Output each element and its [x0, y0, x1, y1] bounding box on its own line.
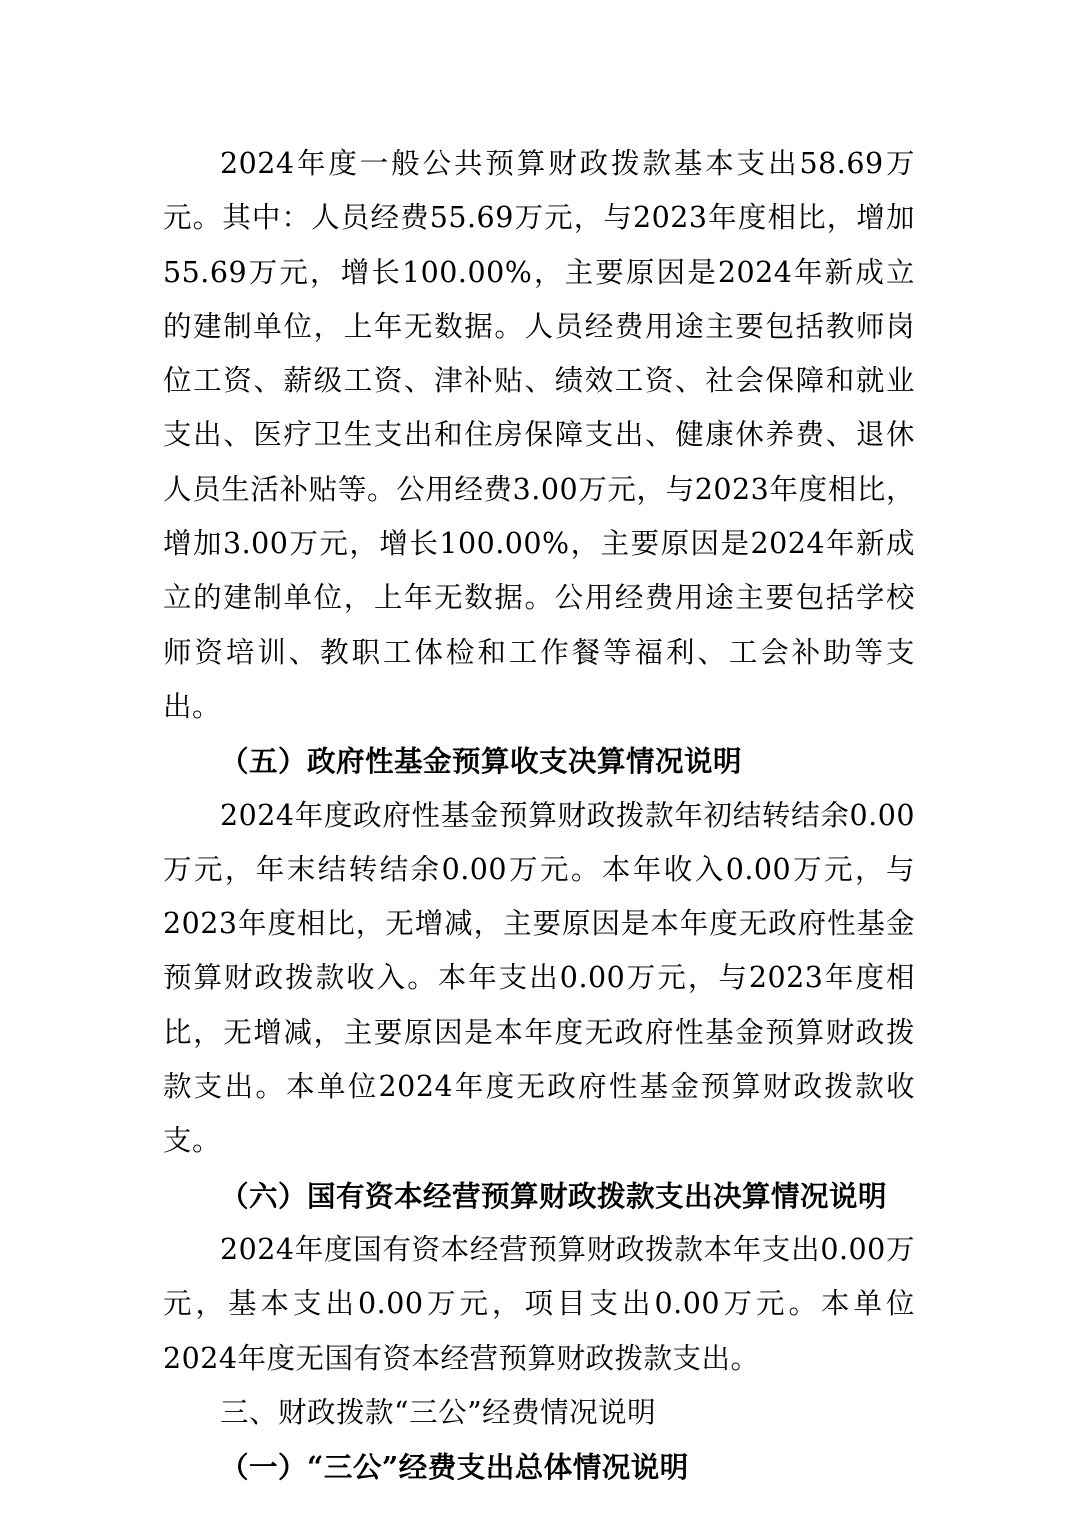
paragraph-state-capital: 2024年度国有资本经营预算财政拨款本年支出0.00万元，基本支出0.00万元，项目支出0.00万元。本单位2024年度无国有资本经营预算财政拨款支出。: [163, 1232, 915, 1375]
paragraph-government-fund: 2024年度政府性基金预算财政拨款年初结转结余0.00万元，年末结转结余0.00万元。本年收入0.00万元，与2023年度相比，无增减，主要原因是本年度无政府性基金预算财政拨款收入。本年支出0.00万元，与2023年度相比，无增减，主要原因是本年度无政府性基金预算财政拨款支出。本单位2024年度无政府性基金预算财政拨款收支。: [163, 798, 915, 1158]
section-heading-three-public: 三、财政拨款“三公”经费情况说明: [220, 1395, 657, 1429]
document-body: [163, 137, 915, 1494]
heading-three-public-overall: （一）“三公”经费支出总体情况说明: [220, 1450, 689, 1485]
heading-government-fund: （五）政府性基金预算收支决算情况说明: [220, 744, 743, 779]
paragraph-basic-expenditure: 2024年度一般公共预算财政拨款基本支出58.69万元。其中：人员经费55.69万元，与2023年度相比，增加55.69万元，增长100.00%，主要原因是2024年新成立的建制单位，上年无数据。人员经费用途主要包括教师岗位工资、薪级工资、津补贴、绩效工资、社会保障和就业支出、医疗卫生支出和住房保障支出、健康休养费、退休人员生活补贴等。公用经费3.00万元，与2023年度相比，增加3.00万元，增长100.00%，主要原因是2024年新成立的建制单位，上年无数据。公用经费用途主要包括学校师资培训、教职工体检和工作餐等福利、工会补助等支出。: [163, 147, 915, 723]
heading-state-capital: （六）国有资本经营预算财政拨款支出决算情况说明: [220, 1178, 888, 1213]
